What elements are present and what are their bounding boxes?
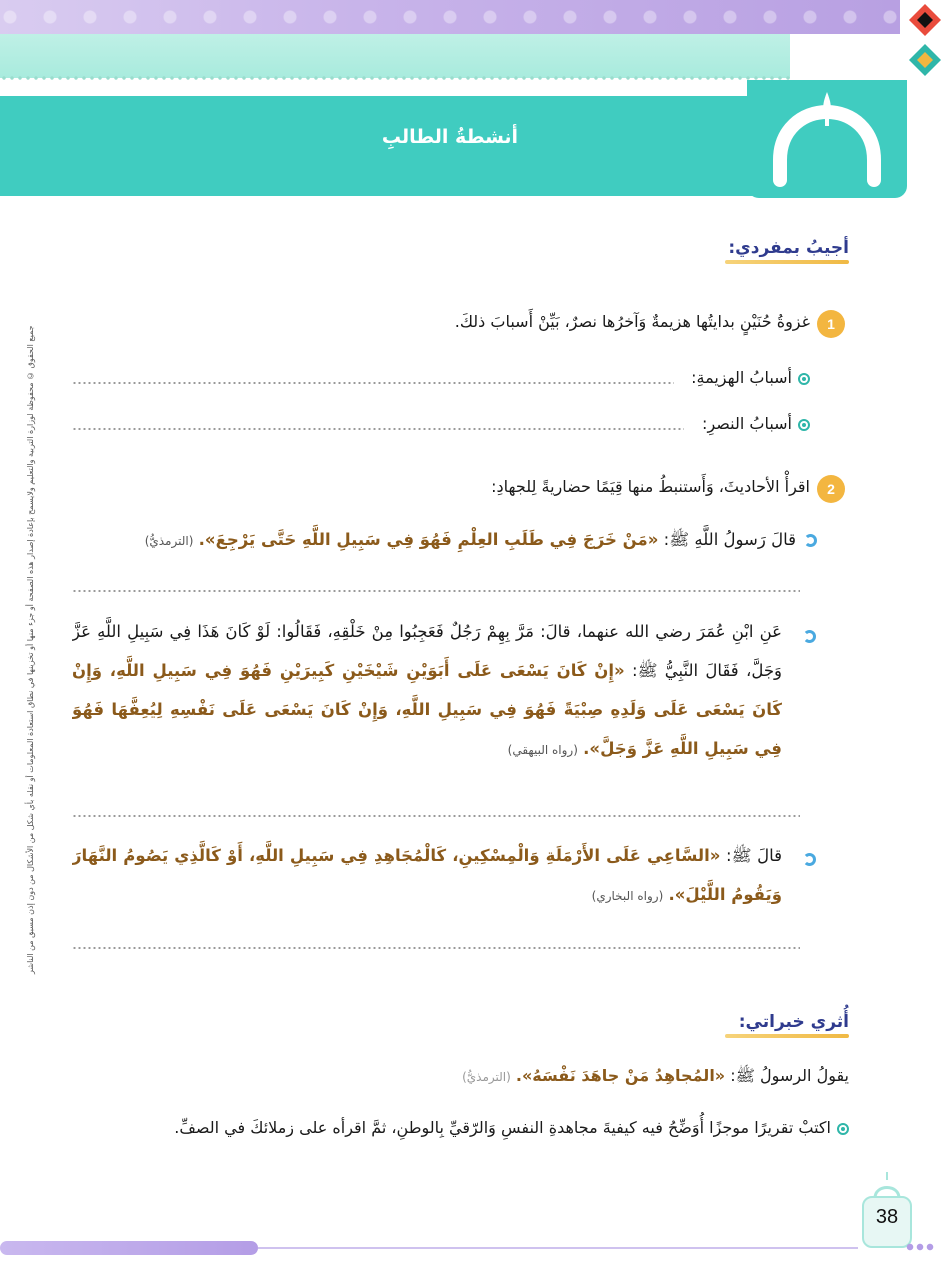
corner-ornament-icon	[905, 0, 945, 80]
footer-bar	[0, 1241, 258, 1255]
arrow-bullet-icon	[804, 534, 817, 547]
quote-intro: يقولُ الرسولُ ﷺ:	[725, 1066, 849, 1085]
hadith-3-text: «السَّاعِي عَلَى الأَرْمَلَةِ وَالْمِسْكِينِ، كَالْمُجَاهِدِ فِي سَبِيلِ اللَّهِ، أَوْ كَالَّذِي يَصُومُ النَّهَارَ وَيَقُومُ اللَّيْلَ».	[72, 846, 782, 904]
footer-dots	[905, 1243, 935, 1251]
answer-line-hadith-1[interactable]	[72, 590, 800, 592]
quote-source: (الترمذيُّ)	[462, 1070, 511, 1084]
section-heading-enrich: أُثري خبراتي:	[739, 1012, 849, 1038]
defeat-reasons-label: أسبابُ الهزيمةِ:	[691, 368, 792, 387]
question-2-text: اقرأْ الأحاديثَ، وَأَستنبطُ منها قِيَمًا حضاريةً لِلجهادِ:	[491, 477, 810, 496]
answer-line-victory[interactable]	[72, 428, 684, 430]
page-title: أنشطةُ الطالبِ	[381, 126, 519, 148]
hadith-3	[72, 836, 782, 920]
circle-bullet-icon	[837, 1123, 849, 1135]
hadith-1-intro: قالَ رَسولُ اللَّهِ ﷺ:	[658, 530, 796, 549]
section-heading-answer-alone: أجيبُ بمفردي:	[728, 238, 849, 264]
report-task-text: اكتبْ تقريرًا موجزًا أُوَضِّحُ فيه كيفيةَ مجاهدةِ النفسِ وَالرّقيِّ بِالوطنِ، ثمَّ اقرأه على زملائكَ في الصفِّ.	[174, 1118, 831, 1137]
hadith-2-intro: عَنِ ابْنِ عُمَرَ رضي الله عنهما، قالَ: مَرَّ بِهِمْ رَجُلٌ فَعَجِبُوا مِنْ خَلْقِهِ، فَقَالُوا: لَوْ كَانَ هَذَا فِي سَبِيلِ اللَّهِ عَزَّ وَجَلَّ، فَقَالَ النَّبِيُّ ﷺ:	[72, 622, 782, 680]
top-decorative-strip	[0, 0, 900, 34]
top-strip-pattern	[0, 0, 900, 34]
copyright-note: جميع الحقوق © محفوظة لوزارة التربية والتعليم ولايسمح بإعادة إصدار هذه الصفحة أو جزء منها أو تخزينها في نطاق استعادة المعلومات أو نقله بأي شكل من الأشكال من دون إذن مسبق من الناشر	[26, 325, 35, 975]
hadith-2-text: «إِنْ كَانَ يَسْعَى عَلَى أَبَوَيْنِ شَيْخَيْنِ كَبِيرَيْنِ فَهُوَ فِي سَبِيلِ اللَّهِ، وَإِنْ كَانَ يَسْعَى عَلَى وَلَدِهِ صِبْيَةً فَهُوَ فِي سَبِيلِ اللَّهِ، وَإِنْ كَانَ يَسْعَى عَلَى نَفْسِهِ لِيُعِفَّهَا فَهُوَ فِي سَبِيلِ اللَّهِ عَزَّ وَجَلَّ».	[72, 661, 782, 758]
prophet-quote	[462, 1066, 849, 1089]
circle-bullet-icon	[798, 419, 810, 431]
hadith-2	[72, 612, 782, 772]
answer-line-hadith-3[interactable]	[72, 947, 800, 949]
defeat-reasons-item	[691, 368, 810, 387]
mint-dots	[0, 76, 790, 80]
question-1-text: غزوةُ حُنَيْنٍ بدايتُها هزيمةٌ وَآخرُها نصرٌ، بَيِّنْ أَسبابَ ذلكَ.	[454, 312, 810, 331]
small-dome-icon	[872, 1172, 902, 1198]
hadith-3-intro: قالَ ﷺ:	[720, 846, 782, 865]
hadith-3-source: (رواه البخاري)	[591, 889, 664, 903]
quote-text: «المُجاهِدُ مَنْ جاهَدَ نَفْسَهُ».	[515, 1066, 726, 1085]
arrow-bullet-icon	[803, 630, 816, 643]
hadith-1-source: (الترمذيُّ)	[144, 534, 194, 548]
question-number-badge: 2	[817, 475, 845, 503]
question-number-badge: 1	[817, 310, 845, 338]
mosque-icon-box	[747, 80, 907, 198]
hadith-1	[145, 530, 817, 554]
mosque-dome-icon	[747, 80, 907, 198]
footer-line	[258, 1247, 858, 1249]
report-task	[174, 1118, 849, 1137]
answer-line-defeat[interactable]	[72, 382, 674, 384]
victory-reasons-label: أسبابُ النصرِ:	[702, 414, 792, 433]
arrow-bullet-icon	[803, 853, 816, 866]
circle-bullet-icon	[798, 373, 810, 385]
hadith-2-source: (رواه البيهقي)	[507, 743, 578, 757]
hadith-1-text: «مَنْ خَرَجَ فِي طَلَبِ العِلْمِ فَهُوَ فِي سَبِيلِ اللَّهِ حَتَّى يَرْجِعَ».	[198, 530, 659, 549]
victory-reasons-item	[702, 414, 810, 433]
page-number: 38	[875, 1206, 899, 1228]
answer-line-hadith-2[interactable]	[72, 815, 800, 817]
mint-strip	[0, 34, 790, 78]
